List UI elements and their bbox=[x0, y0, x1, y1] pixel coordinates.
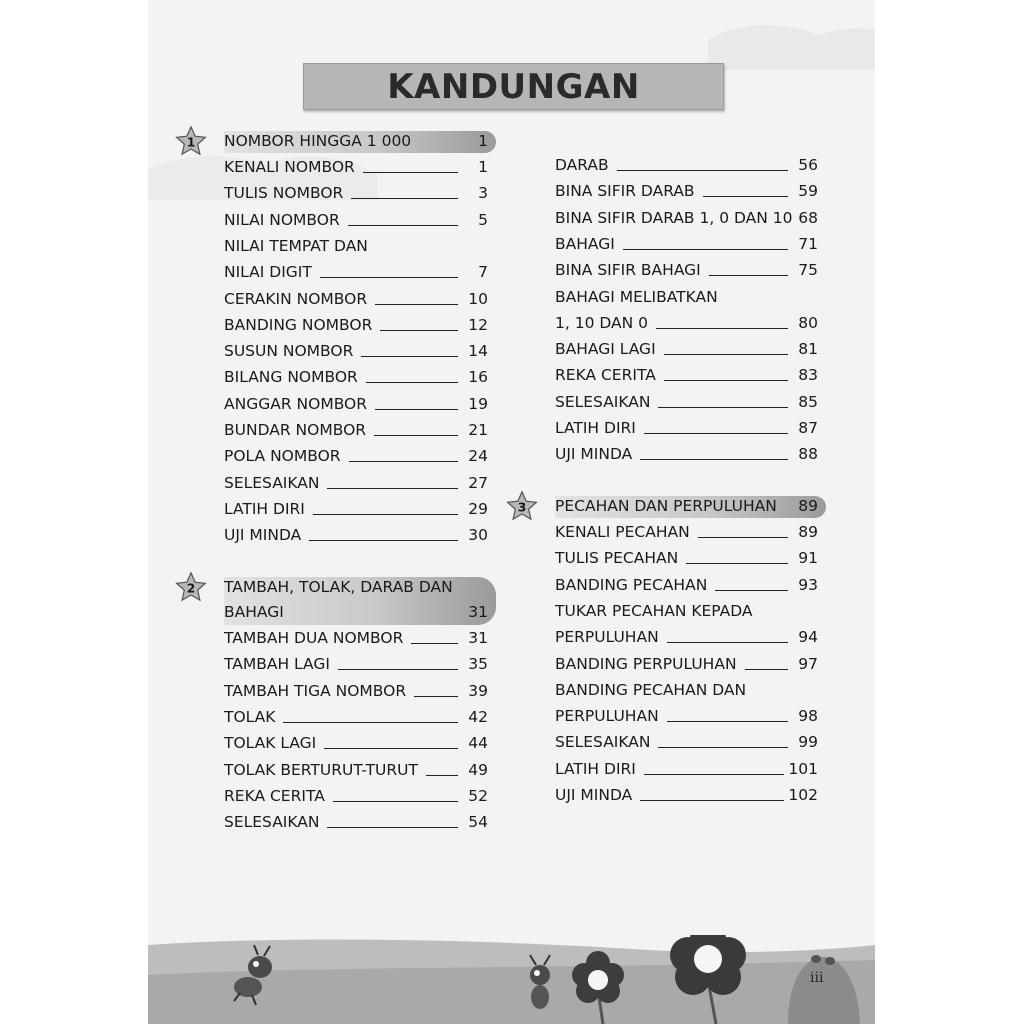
toc-entry-page: 31 bbox=[468, 629, 488, 647]
page-number: iii bbox=[810, 970, 824, 986]
toc-entry-title: BINA SIFIR BAHAGI bbox=[555, 261, 701, 280]
toc-entry-page: 98 bbox=[798, 707, 818, 726]
toc-entry-page: 68 bbox=[798, 208, 818, 227]
toc-entry-title: NILAI TEMPAT DAN bbox=[224, 236, 368, 255]
toc-entry-page: 27 bbox=[468, 473, 488, 492]
toc-entry-title: BANDING PECAHAN bbox=[555, 575, 708, 594]
toc-entry-page: 3 bbox=[478, 184, 488, 203]
toc-entry-title: TAMBAH LAGI bbox=[224, 655, 330, 674]
section-page-number: 89 bbox=[798, 497, 818, 515]
toc-leader-line bbox=[327, 488, 458, 489]
toc-leader-line bbox=[644, 433, 788, 434]
toc-entry-title: 1, 10 DAN 0 bbox=[555, 313, 649, 332]
toc-entry-title: BANDING NOMBOR bbox=[224, 315, 373, 334]
toc-entry-title: BILANG NOMBOR bbox=[224, 368, 358, 387]
toc-entry-page: 93 bbox=[798, 575, 818, 594]
toc-leader-line bbox=[338, 669, 458, 670]
footer-illustration bbox=[148, 935, 875, 1024]
toc-entry-title: TOLAK bbox=[224, 707, 276, 726]
toc-entry-title: REKA CERITA bbox=[555, 366, 656, 385]
toc-leader-line bbox=[664, 354, 788, 355]
toc-entry-title: NILAI DIGIT bbox=[224, 263, 312, 282]
toc-entry-title: SUSUN NOMBOR bbox=[224, 342, 354, 361]
toc-entry-page: 19 bbox=[468, 394, 488, 413]
toc-entry-page: 91 bbox=[798, 549, 818, 568]
toc-leader-line bbox=[656, 328, 788, 329]
toc-entry-title: KENALI NOMBOR bbox=[224, 158, 355, 176]
toc-leader-line bbox=[686, 563, 788, 564]
toc-entry-page: 42 bbox=[468, 707, 488, 726]
toc-entry-page: 16 bbox=[468, 368, 488, 387]
toc-entry-title: UJI MINDA bbox=[555, 786, 633, 804]
toc-entry-page: 14 bbox=[468, 342, 488, 361]
page-title-box bbox=[303, 63, 724, 110]
toc-entry-title: PERPULUHAN bbox=[555, 707, 659, 726]
toc-entry-title: PERPULUHAN bbox=[555, 628, 659, 647]
toc-entry-title: BAHAGI bbox=[555, 234, 615, 253]
toc-entry-page: 54 bbox=[468, 813, 488, 832]
star-icon bbox=[505, 489, 539, 523]
toc-entry-page: 75 bbox=[798, 261, 818, 280]
toc-entry-page: 52 bbox=[468, 786, 488, 805]
section-page-number: 31 bbox=[468, 603, 488, 621]
toc-entry-page: 97 bbox=[798, 654, 818, 673]
toc-entry-title: CERAKIN NOMBOR bbox=[224, 289, 368, 308]
toc-entry-page: 89 bbox=[798, 523, 818, 541]
toc-leader-line bbox=[698, 537, 788, 538]
page-title: KANDUNGAN bbox=[387, 66, 640, 107]
toc-leader-line bbox=[324, 748, 458, 749]
toc-leader-line bbox=[709, 275, 788, 276]
toc-entry-page: 85 bbox=[798, 392, 818, 411]
toc-entry-title: BINA SIFIR DARAB bbox=[555, 182, 695, 201]
toc-leader-line bbox=[309, 540, 458, 541]
toc-leader-line bbox=[667, 642, 788, 643]
toc-leader-line bbox=[617, 170, 788, 171]
toc-entry-page: 101 bbox=[788, 759, 818, 778]
toc-entry-title: NILAI NOMBOR bbox=[224, 210, 340, 229]
toc-entry-page: 102 bbox=[788, 786, 818, 804]
toc-leader-line bbox=[366, 382, 458, 383]
toc-entry-page: 24 bbox=[468, 447, 488, 466]
toc-leader-line bbox=[703, 196, 788, 197]
star-icon bbox=[174, 124, 208, 158]
toc-leader-line bbox=[349, 461, 458, 462]
toc-entry-page: 44 bbox=[468, 734, 488, 753]
toc-entry-title: TAMBAH DUA NOMBOR bbox=[224, 629, 404, 647]
toc-entry-title: BANDING PECAHAN DAN bbox=[555, 680, 747, 699]
toc-entry-page: 83 bbox=[798, 366, 818, 385]
toc-entry-title: KENALI PECAHAN bbox=[555, 523, 690, 541]
section-number: 3 bbox=[517, 500, 527, 515]
toc-entry-page: 1 bbox=[478, 158, 488, 176]
section-title: TAMBAH, TOLAK, DARAB DAN bbox=[224, 578, 453, 596]
section-title: BAHAGI bbox=[224, 603, 284, 621]
toc-entry-page: 94 bbox=[798, 628, 818, 647]
toc-entry-title: UJI MINDA bbox=[224, 526, 302, 545]
toc-entry-title: UJI MINDA bbox=[555, 445, 633, 464]
toc-leader-line bbox=[658, 747, 788, 748]
toc-leader-line bbox=[375, 409, 458, 410]
toc-leader-line bbox=[363, 172, 458, 173]
toc-entry-page: 35 bbox=[468, 655, 488, 674]
toc-entry-page: 12 bbox=[468, 315, 488, 334]
toc-entry-page: 21 bbox=[468, 421, 488, 439]
toc-entry-title: BAHAGI MELIBATKAN bbox=[555, 287, 718, 306]
toc-leader-line bbox=[351, 198, 458, 199]
toc-entry-page: 10 bbox=[468, 289, 488, 308]
toc-entry-title: TULIS NOMBOR bbox=[224, 184, 344, 203]
toc-leader-line bbox=[348, 225, 458, 226]
contents-page bbox=[148, 0, 875, 1024]
toc-entry-title: BUNDAR NOMBOR bbox=[224, 421, 367, 439]
toc-entry-title: SELESAIKAN bbox=[555, 392, 651, 411]
toc-entry-page: 39 bbox=[468, 681, 488, 700]
toc-entry-title: LATIH DIRI bbox=[224, 499, 305, 518]
section-number: 1 bbox=[186, 135, 196, 150]
toc-entry-title: SELESAIKAN bbox=[224, 473, 320, 492]
toc-entry-page: 88 bbox=[798, 445, 818, 464]
toc-leader-line bbox=[374, 435, 458, 436]
toc-entry-title: DARAB bbox=[555, 156, 609, 174]
toc-entry-page: 81 bbox=[798, 340, 818, 359]
toc-leader-line bbox=[283, 722, 458, 723]
toc-entry-title: TOLAK BERTURUT-TURUT bbox=[224, 760, 418, 779]
toc-leader-line bbox=[640, 800, 784, 801]
toc-entry-title: REKA CERITA bbox=[224, 786, 325, 805]
toc-entry-title: LATIH DIRI bbox=[555, 759, 636, 778]
section-title: NOMBOR HINGGA 1 000 bbox=[224, 132, 412, 150]
toc-entry-page: 59 bbox=[798, 182, 818, 201]
toc-entry-page: 99 bbox=[798, 733, 818, 752]
toc-entry-title: ANGGAR NOMBOR bbox=[224, 394, 368, 413]
toc-entry-page: 7 bbox=[478, 263, 488, 282]
section-title: PECAHAN DAN PERPULUHAN bbox=[555, 497, 777, 515]
toc-entry-page: 49 bbox=[468, 760, 488, 779]
toc-entry-title: SELESAIKAN bbox=[224, 813, 320, 832]
toc-entry-title: BAHAGI LAGI bbox=[555, 340, 656, 359]
toc-entry-title: BANDING PERPULUHAN bbox=[555, 654, 737, 673]
toc-leader-line bbox=[664, 380, 788, 381]
toc-leader-line bbox=[333, 801, 458, 802]
toc-leader-line bbox=[644, 774, 784, 775]
toc-entry-title: LATIH DIRI bbox=[555, 419, 636, 437]
toc-entry-title: SELESAIKAN bbox=[555, 733, 651, 752]
toc-entry-page: 29 bbox=[468, 499, 488, 518]
toc-leader-line bbox=[623, 249, 788, 250]
section-number: 2 bbox=[186, 581, 196, 596]
toc-entry-page: 87 bbox=[798, 419, 818, 437]
section-page-number: 1 bbox=[478, 132, 488, 150]
toc-entry-title: TOLAK LAGI bbox=[224, 734, 317, 753]
toc-leader-line bbox=[667, 721, 788, 722]
toc-leader-line bbox=[313, 514, 458, 515]
toc-entry-title: TULIS PECAHAN bbox=[555, 549, 679, 568]
toc-leader-line bbox=[361, 356, 458, 357]
toc-leader-line bbox=[380, 330, 458, 331]
toc-leader-line bbox=[320, 277, 458, 278]
toc-leader-line bbox=[327, 827, 458, 828]
toc-leader-line bbox=[640, 459, 788, 460]
toc-leader-line bbox=[375, 304, 458, 305]
toc-entry-title: BINA SIFIR DARAB 1, 0 DAN 10 bbox=[555, 208, 793, 227]
star-icon bbox=[174, 570, 208, 604]
toc-entry-page: 71 bbox=[798, 234, 818, 253]
toc-entry-title: POLA NOMBOR bbox=[224, 447, 341, 466]
toc-entry-page: 30 bbox=[468, 526, 488, 545]
toc-leader-line bbox=[658, 407, 788, 408]
toc-entry-page: 80 bbox=[798, 313, 818, 332]
toc-entry-title: TAMBAH TIGA NOMBOR bbox=[224, 681, 407, 700]
toc-entry-page: 5 bbox=[478, 210, 488, 229]
toc-entry-page: 56 bbox=[798, 156, 818, 174]
toc-entry-title: TUKAR PECAHAN KEPADA bbox=[555, 601, 753, 620]
